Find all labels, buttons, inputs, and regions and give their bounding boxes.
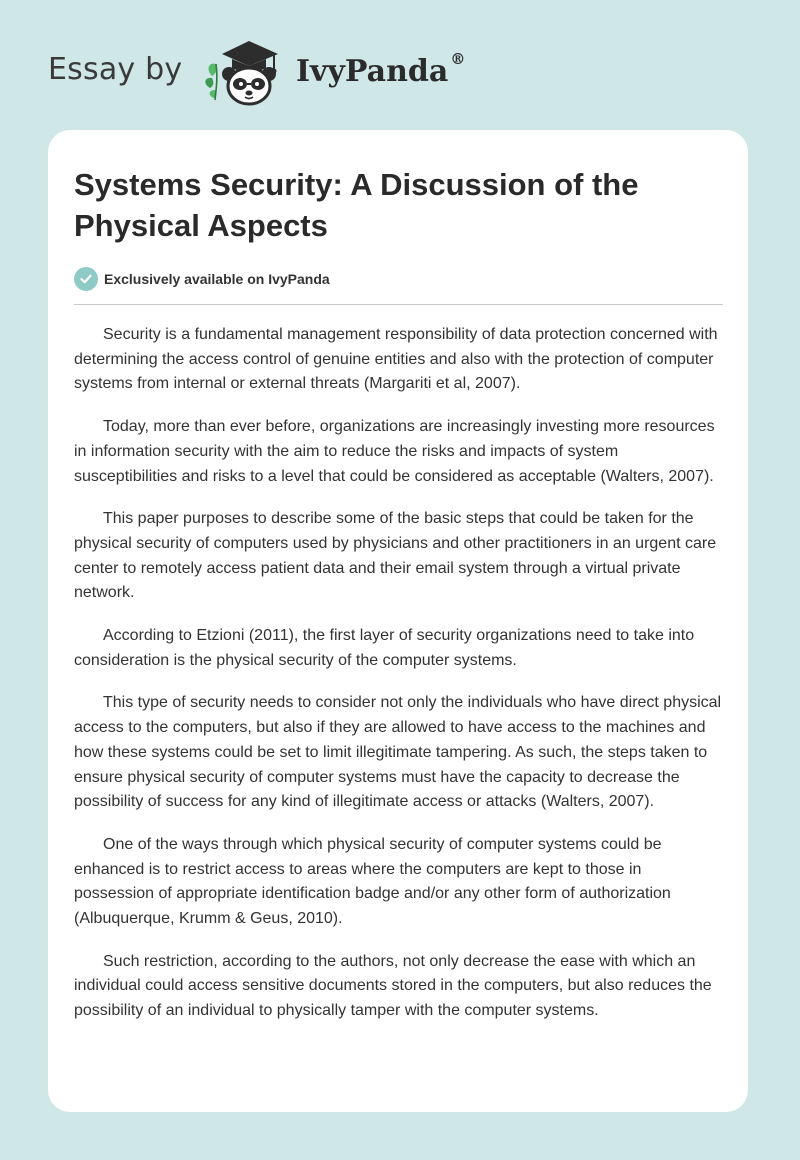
essay-card [48,130,748,1112]
check-circle-icon [74,267,98,291]
title-divider [74,304,723,305]
registered-mark: ® [450,50,466,68]
brand-prefix: Essay by [48,52,183,87]
paragraph: Today, more than ever before, organizations are increasingly investing more resources in information security with the aim to reduce the risks and impacts of system susceptibilities and risks to a level that could be considered as acceptable (Walters, 2007). [74,418,715,485]
paragraph: According to Etzioni (2011), the first layer of security organizations need to take into consideration is the physical security of the computer systems. [74,627,695,669]
exclusive-badge [74,266,722,292]
paragraph: This type of security needs to consider not only the individuals who have direct physical access to the computers, but also if they are allowed to have access to the machines and how these systems could be set to limit illegitimate tampering. As such, the steps taken to ensure physical security of computer systems must have the capacity to decrease the possibility of success for any kind of illegitimate access or attacks (Walters, 2007). [74,694,722,811]
site-header [48,34,508,108]
brand-name [296,50,466,89]
exclusive-badge-label: Exclusively available on IvyPanda [104,271,330,287]
paragraph: Security is a fundamental management responsibility of data protection concerned with determining the access control of genuine entities and also with the protection of computer systems from internal or external threats (Margariti et al, 2007). [74,326,718,393]
essay-title: Systems Security: A Discussion of the Physical Aspects [74,167,639,243]
paragraph: This paper purposes to describe some of the basic steps that could be taken for the physical security of computers used by physicians and other practitioners in an urgent care center to remotely access patient data and their email system through a virtual private network. [74,510,717,602]
panda-graduate-icon [202,34,292,108]
paragraph: Such restriction, according to the authors, not only decrease the ease with which an individual could access sensitive documents stored in the computers, but also reduces the possibility of an individual to physically tamper with the computer systems. [74,952,712,1020]
paragraph: One of the ways through which physical security of computer systems could be enhanced is to restrict access to areas where the computers are kept to those in possession of appropriate identification badge and/or any other form of authorization (Albuquerque, Krumm & Geus, 2010). [74,835,671,928]
brand-name-text: IvyPanda [296,54,449,89]
essay-body [74,323,724,1024]
